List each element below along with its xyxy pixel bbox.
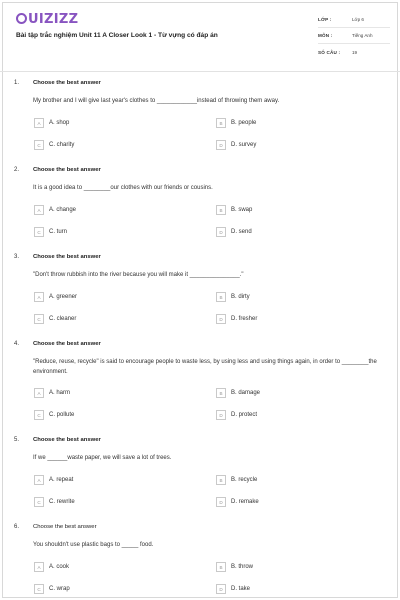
option-text: B. recycle — [231, 477, 258, 483]
option-letter-box: B — [216, 205, 226, 215]
question-number: 6. — [14, 524, 20, 530]
question-6 — [14, 524, 386, 598]
option-text: A. greener — [49, 294, 78, 300]
question-text: You shouldn't use plastic bags to _____ food. — [33, 542, 154, 548]
question-5 — [14, 437, 386, 517]
question-text: It is a good idea to ________our clothes with our friends or cousins. — [33, 185, 213, 191]
option-text: C. cleaner — [49, 316, 77, 322]
question-heading: Choose the best answer — [33, 524, 97, 530]
option-letter-box: A — [34, 388, 44, 398]
option-c[interactable] — [34, 314, 76, 324]
option-d[interactable] — [216, 584, 250, 594]
meta-label: LỚP : — [318, 17, 332, 22]
option-text: C. pollute — [49, 412, 75, 418]
question-text: "Don't throw rubbish into the river because you will make it _______________." — [33, 272, 244, 278]
option-letter-box: B — [216, 118, 226, 128]
option-d[interactable] — [216, 227, 252, 237]
option-text: A. repeat — [49, 477, 74, 483]
logo-text: UIZIZZ — [28, 12, 79, 27]
option-text: B. throw — [231, 564, 254, 570]
option-d[interactable] — [216, 314, 257, 324]
option-c[interactable] — [34, 584, 70, 594]
question-4 — [14, 341, 386, 431]
question-heading: Choose the best answer — [33, 167, 101, 173]
option-letter-box: A — [34, 292, 44, 302]
option-c[interactable] — [34, 410, 74, 420]
option-letter-box: B — [216, 292, 226, 302]
option-letter-box: C — [34, 497, 44, 507]
option-letter-box: D — [216, 314, 226, 324]
option-text: D. fresher — [231, 316, 258, 322]
question-text: My brother and I will give last year's clothes to ____________instead of throwing them away. — [33, 98, 280, 104]
option-letter-box: C — [34, 140, 44, 150]
option-text: B. people — [231, 120, 257, 126]
question-heading: Choose the best answer — [33, 254, 101, 260]
meta-value: 19 — [352, 49, 358, 55]
meta-row-question-count — [318, 44, 390, 60]
option-text: A. change — [49, 207, 77, 213]
option-text: D. remake — [231, 499, 259, 505]
meta-row-subject — [318, 28, 390, 44]
option-text: B. swap — [231, 207, 253, 213]
option-text: C. rewrite — [49, 499, 75, 505]
question-number: 2. — [14, 167, 20, 173]
option-text: B. dirty — [231, 294, 250, 300]
option-c[interactable] — [34, 140, 74, 150]
question-text: "Reduce, reuse, recycle" is said to encourage people to waste less, by using less and using things again, in order to ________the environment. — [33, 359, 377, 375]
option-letter-box: B — [216, 388, 226, 398]
option-a[interactable] — [34, 292, 77, 302]
option-c[interactable] — [34, 227, 67, 237]
option-letter-box: C — [34, 227, 44, 237]
option-letter-box: C — [34, 410, 44, 420]
option-d[interactable] — [216, 497, 259, 507]
option-text: B. damage — [231, 390, 261, 396]
option-text: D. protect — [231, 412, 258, 418]
option-b[interactable] — [216, 205, 252, 215]
question-2 — [14, 167, 386, 247]
question-3 — [14, 254, 386, 334]
option-letter-box: B — [216, 475, 226, 485]
option-text: A. harm — [49, 390, 71, 396]
option-text: C. wrap — [49, 586, 70, 592]
option-letter-box: D — [216, 410, 226, 420]
option-c[interactable] — [34, 497, 75, 507]
option-b[interactable] — [216, 388, 260, 398]
meta-label: SỐ CÂU : — [318, 49, 341, 55]
worksheet-header — [0, 0, 400, 72]
worksheet-meta — [318, 12, 390, 60]
question-heading: Choose the best answer — [33, 80, 101, 86]
option-a[interactable] — [34, 118, 69, 128]
option-text: D. send — [231, 229, 252, 235]
question-number: 4. — [14, 341, 20, 347]
option-a[interactable] — [34, 562, 69, 572]
worksheet-title: Bài tập trắc nghiệm Unit 11 A Closer Look 1 - Từ vựng có đáp án — [16, 32, 218, 39]
option-b[interactable] — [216, 292, 250, 302]
option-a[interactable] — [34, 388, 70, 398]
option-letter-box: A — [34, 205, 44, 215]
question-number: 5. — [14, 437, 20, 443]
option-text: C. turn — [49, 229, 68, 235]
option-letter-box: C — [34, 314, 44, 324]
question-number: 3. — [14, 254, 20, 260]
option-letter-box: A — [34, 118, 44, 128]
option-letter-box: D — [216, 497, 226, 507]
option-letter-box: D — [216, 140, 226, 150]
option-text: D. survey — [231, 142, 257, 148]
option-letter-box: A — [34, 562, 44, 572]
option-letter-box: A — [34, 475, 44, 485]
question-heading: Choose the best answer — [33, 437, 101, 443]
meta-value: Tiếng Anh — [352, 33, 373, 38]
question-heading: Choose the best answer — [33, 341, 101, 347]
option-letter-box: C — [34, 584, 44, 594]
option-letter-box: D — [216, 227, 226, 237]
question-1 — [14, 80, 386, 160]
option-letter-box: B — [216, 562, 226, 572]
option-a[interactable] — [34, 475, 73, 485]
option-text: A. shop — [49, 120, 70, 126]
meta-row-grade — [318, 12, 390, 28]
option-letter-box: D — [216, 584, 226, 594]
option-text: D. take — [231, 586, 251, 592]
meta-label: MÔN : — [318, 33, 333, 38]
question-text: If we ______waste paper, we will save a lot of trees. — [33, 455, 172, 461]
option-b[interactable] — [216, 562, 253, 572]
option-d[interactable] — [216, 140, 256, 150]
option-b[interactable] — [216, 118, 256, 128]
meta-value: Lớp 6 — [352, 17, 364, 22]
logo-q-icon — [16, 13, 27, 24]
option-d[interactable] — [216, 410, 257, 420]
option-a[interactable] — [34, 205, 76, 215]
option-text: A. cook — [49, 564, 70, 570]
option-text: C. charity — [49, 142, 75, 148]
option-b[interactable] — [216, 475, 257, 485]
question-number: 1. — [14, 80, 20, 86]
quizizz-logo — [16, 12, 78, 27]
